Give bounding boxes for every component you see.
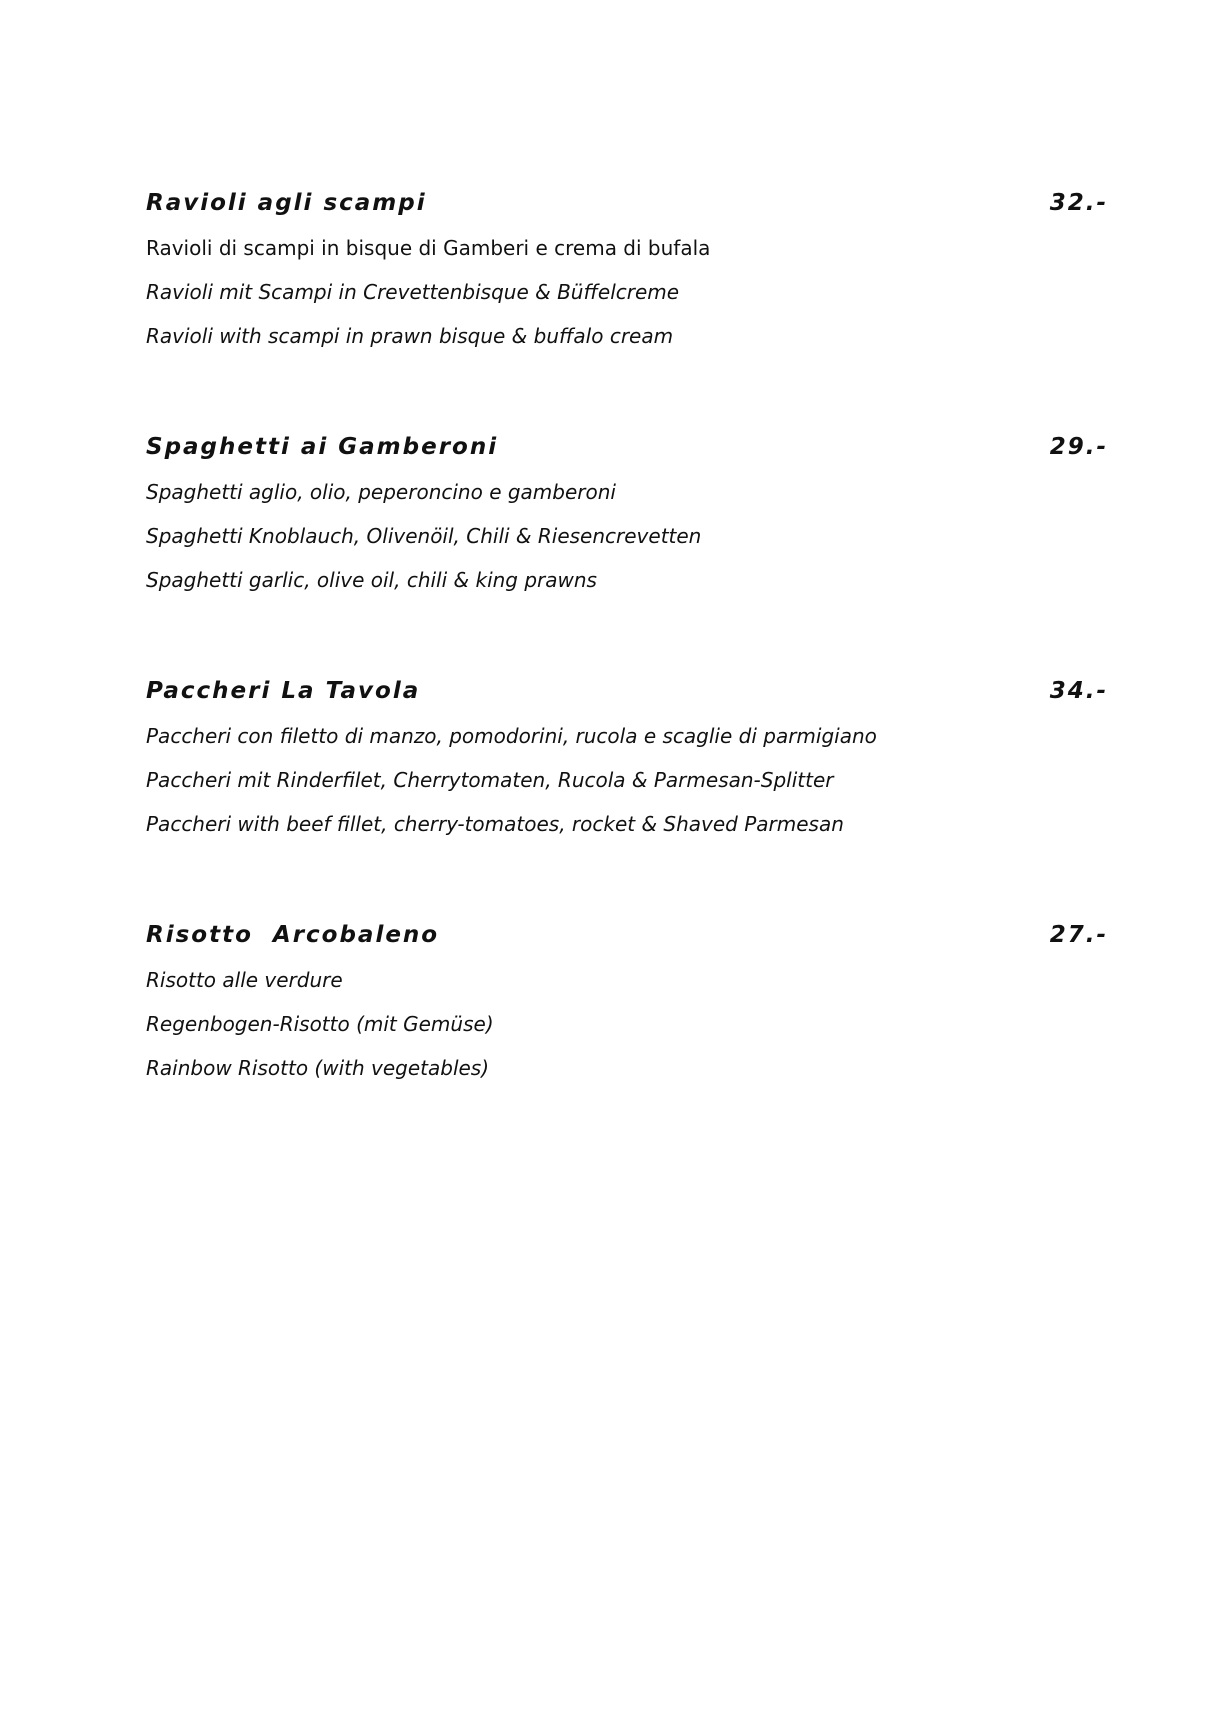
dish-name: Spaghetti ai Gamberoni [146,434,499,460]
dish-item [146,190,1108,358]
dish-description-italian: Ravioli di scampi in bisque di Gamberi e crema di bufala [146,236,711,260]
dish-item [146,922,1108,1090]
dish-header [146,190,1108,224]
dish-description-german: Paccheri mit Rinderfilet, Cherrytomaten, Rucola & Parmesan-Splitter [146,768,834,792]
dish-description-english: Rainbow Risotto (with vegetables) [146,1056,490,1080]
dish-header [146,678,1108,712]
dish-name: Risotto Arcobaleno [146,922,440,948]
dish-description-german: Ravioli mit Scampi in Crevettenbisque & Büffelcreme [146,280,680,304]
dish-description-italian: Spaghetti aglio, olio, peperoncino e gamberoni [146,480,616,504]
dish-description-english: Spaghetti garlic, olive oil, chili & king prawns [146,568,597,592]
dish-description-italian: Risotto alle verdure [146,968,343,992]
dish-description-english: Paccheri with beef fillet, cherry-tomatoes, rocket & Shaved Parmesan [146,812,844,836]
dish-description-german: Regenbogen-Risotto (mit Gemüse) [146,1012,494,1036]
dish-header [146,922,1108,956]
dish-item [146,434,1108,602]
dish-description-english: Ravioli with scampi in prawn bisque & buffalo cream [146,324,674,348]
dish-name: Ravioli agli scampi [146,190,427,216]
menu-list [146,190,1108,1166]
dish-price: 34.- [1049,678,1108,704]
dish-description-german: Spaghetti Knoblauch, Olivenöil, Chili & Riesencrevetten [146,524,702,548]
dish-item [146,678,1108,846]
dish-description-italian: Paccheri con filetto di manzo, pomodorini, rucola e scaglie di parmigiano [146,724,877,748]
dish-name: Paccheri La Tavola [146,678,421,704]
dish-price: 32.- [1049,190,1108,216]
dish-header [146,434,1108,468]
dish-price: 27.- [1049,922,1108,948]
dish-price: 29.- [1049,434,1108,460]
